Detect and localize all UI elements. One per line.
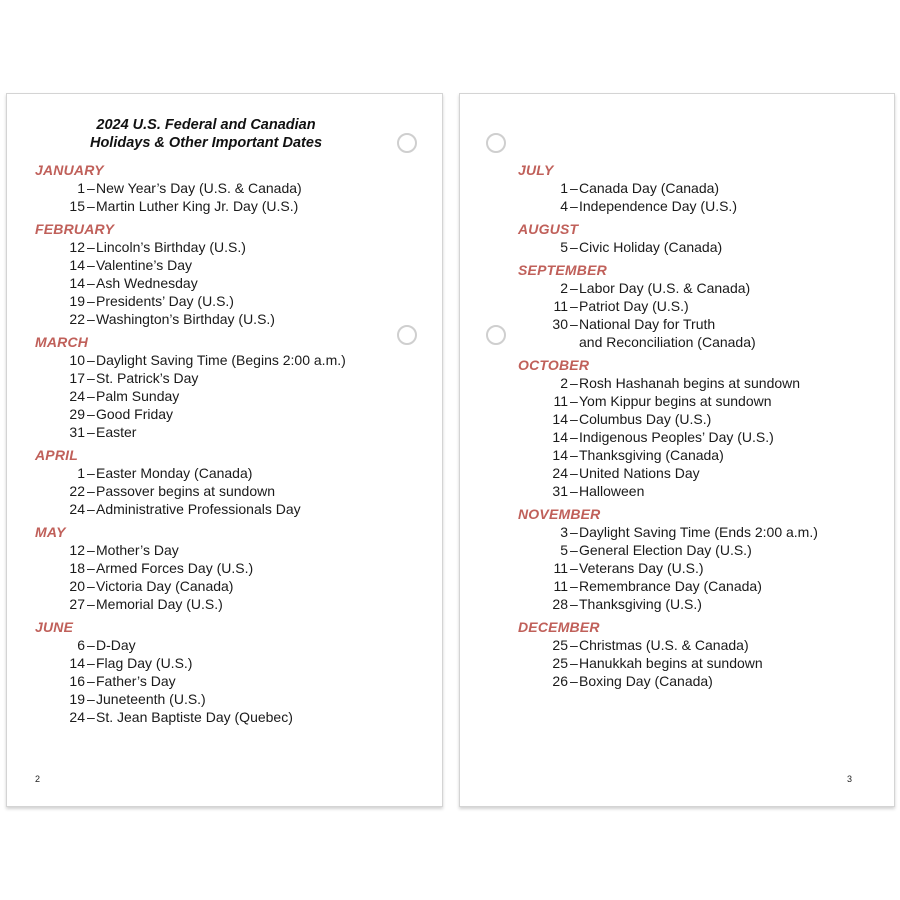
separator-dash: –: [570, 596, 578, 612]
holiday-entry: [35, 256, 346, 274]
holiday-name-text: Memorial Day (U.S.): [96, 596, 223, 612]
month-heading-august: AUGUST: [518, 221, 579, 237]
holiday-name-text: Rosh Hashanah begins at sundown: [579, 375, 801, 391]
holiday-name: [579, 654, 763, 672]
holiday-name: [579, 410, 711, 428]
holiday-name-text: Presidents’ Day (U.S.): [96, 293, 234, 309]
holiday-entry: [518, 446, 818, 464]
separator-dash: –: [570, 542, 578, 558]
holiday-day: 24: [69, 501, 85, 517]
holiday-entry: [518, 315, 818, 351]
page-number: 2: [35, 774, 41, 784]
holiday-name-text: Civic Holiday (Canada): [579, 239, 723, 255]
holiday-entry: [35, 197, 346, 215]
holiday-name: [96, 500, 301, 518]
separator-dash: –: [87, 596, 95, 612]
holiday-name: [579, 595, 702, 613]
holiday-name: [96, 672, 176, 690]
month-heading-september: SEPTEMBER: [518, 262, 607, 278]
holiday-entry: [35, 690, 346, 708]
holiday-name: [96, 423, 136, 441]
holiday-name-text: Boxing Day (Canada): [579, 673, 713, 689]
holiday-name-text: Victoria Day (Canada): [96, 578, 234, 594]
holiday-name: [96, 464, 252, 482]
holiday-name-text: Juneteenth (U.S.): [96, 691, 206, 707]
holiday-name-text: Veterans Day (U.S.): [579, 560, 704, 576]
holiday-day: 2: [560, 280, 568, 296]
holiday-entry: [35, 292, 346, 310]
holiday-day: 5: [560, 239, 568, 255]
holiday-entry: [35, 541, 346, 559]
holiday-entry: [35, 238, 346, 256]
holiday-name: [96, 595, 223, 613]
separator-dash: –: [570, 411, 578, 427]
holiday-name: [579, 446, 724, 464]
holiday-entry: [35, 405, 346, 423]
holiday-name-text: Remembrance Day (Canada): [579, 578, 762, 594]
holiday-name: [96, 482, 275, 500]
holiday-name: [579, 297, 689, 315]
holiday-name-text: Easter Monday (Canada): [96, 465, 253, 481]
holiday-name: [96, 256, 192, 274]
holiday-entry: [518, 541, 818, 559]
holiday-entry: [35, 654, 346, 672]
holiday-name-text: Thanksgiving (Canada): [579, 447, 724, 463]
holiday-name: [579, 559, 704, 577]
left-page: [6, 93, 443, 807]
holiday-name: [579, 279, 750, 297]
holiday-entry: [518, 464, 818, 482]
holiday-name: [579, 464, 700, 482]
separator-dash: –: [570, 429, 578, 445]
holiday-name: [579, 197, 737, 215]
separator-dash: –: [87, 501, 95, 517]
holiday-entry: [518, 482, 818, 500]
holiday-day: 11: [553, 560, 568, 576]
holiday-entry: [518, 428, 818, 446]
holiday-day: 27: [69, 596, 85, 612]
holiday-name: [96, 387, 179, 405]
holiday-day: 24: [69, 709, 85, 725]
holiday-name: [96, 369, 198, 387]
separator-dash: –: [87, 388, 95, 404]
holiday-entry: [518, 654, 818, 672]
holiday-name-text: Armed Forces Day (U.S.): [96, 560, 254, 576]
separator-dash: –: [570, 280, 578, 296]
holiday-name: [96, 292, 234, 310]
month-heading-july: JULY: [518, 162, 554, 178]
holiday-entry: [518, 577, 818, 595]
holiday-entry: [35, 708, 346, 726]
holiday-name: [96, 274, 198, 292]
holiday-entry: [518, 197, 818, 215]
holiday-name: [579, 541, 752, 559]
page-number: 3: [847, 774, 853, 784]
separator-dash: –: [87, 709, 95, 725]
holiday-entry: [35, 672, 346, 690]
holiday-name-text: Good Friday: [96, 406, 174, 422]
separator-dash: –: [570, 655, 578, 671]
holiday-name-text: Passover begins at sundown: [96, 483, 275, 499]
holiday-name-text: Daylight Saving Time (Ends 2:00 a.m.): [579, 524, 818, 540]
holiday-entry: [518, 636, 818, 654]
holiday-day: 24: [552, 465, 568, 481]
holiday-entry: [518, 179, 818, 197]
holiday-name-text: Daylight Saving Time (Begins 2:00 a.m.): [96, 352, 346, 368]
separator-dash: –: [570, 637, 578, 653]
holiday-day: 31: [69, 424, 85, 440]
holiday-day: 18: [69, 560, 85, 576]
holiday-day: 15: [69, 198, 85, 214]
holiday-entry: [35, 559, 346, 577]
holiday-day: 19: [69, 691, 85, 707]
holiday-name: [579, 523, 818, 541]
holiday-entry: [518, 297, 818, 315]
holiday-day: 11: [553, 298, 568, 314]
month-heading-may: MAY: [35, 524, 66, 540]
holiday-day: 22: [69, 483, 85, 499]
holiday-entry: [518, 595, 818, 613]
holiday-entry: [35, 482, 346, 500]
separator-dash: –: [570, 447, 578, 463]
separator-dash: –: [570, 316, 578, 332]
holiday-name-text: Father’s Day: [96, 673, 176, 689]
separator-dash: –: [570, 180, 578, 196]
holiday-entry: [35, 595, 346, 613]
holiday-name: [579, 428, 774, 446]
binder-hole-icon: [486, 133, 506, 153]
holiday-day: 26: [552, 673, 568, 689]
holiday-day: 1: [77, 465, 85, 481]
holiday-name: [96, 310, 275, 328]
month-heading-june: JUNE: [35, 619, 74, 635]
holiday-name-text: Halloween: [579, 483, 645, 499]
separator-dash: –: [570, 524, 578, 540]
holiday-name-text: United Nations Day: [579, 465, 700, 481]
holiday-day: 14: [552, 429, 568, 445]
holiday-name: [96, 238, 246, 256]
holiday-entry: [35, 369, 346, 387]
separator-dash: –: [570, 673, 578, 689]
separator-dash: –: [87, 275, 95, 291]
right-page: [459, 93, 895, 807]
separator-dash: –: [570, 298, 578, 314]
holiday-entry: [35, 423, 346, 441]
holiday-name-text: Thanksgiving (U.S.): [579, 596, 702, 612]
holiday-day: 14: [552, 447, 568, 463]
holiday-entry: [518, 392, 818, 410]
holiday-entry: [35, 274, 346, 292]
month-heading-november: NOVEMBER: [518, 506, 601, 522]
holiday-day: 3: [560, 524, 568, 540]
holiday-name-text: New Year’s Day (U.S. & Canada): [96, 180, 302, 196]
holiday-day: 31: [552, 483, 568, 499]
holiday-day: 10: [69, 352, 85, 368]
separator-dash: –: [570, 239, 578, 255]
holiday-day: 14: [69, 655, 85, 671]
holiday-name: [579, 577, 762, 595]
holiday-name: [96, 351, 346, 369]
separator-dash: –: [87, 406, 95, 422]
right-holiday-list: [518, 161, 818, 690]
holiday-name: [579, 238, 722, 256]
holiday-name: [579, 374, 800, 392]
holiday-name-text: Hanukkah begins at sundown: [579, 655, 763, 671]
holiday-entry: [518, 410, 818, 428]
holiday-day: 25: [552, 655, 568, 671]
holiday-name: [96, 197, 298, 215]
holiday-name-text: Columbus Day (U.S.): [579, 411, 712, 427]
holiday-name: [96, 559, 253, 577]
holiday-day: 28: [552, 596, 568, 612]
separator-dash: –: [570, 198, 578, 214]
holiday-day: 14: [69, 257, 85, 273]
separator-dash: –: [87, 352, 95, 368]
holiday-name: [96, 636, 136, 654]
holiday-entry: [35, 636, 346, 654]
holiday-day: 11: [553, 393, 568, 409]
month-heading-march: MARCH: [35, 334, 89, 350]
holiday-entry: [518, 559, 818, 577]
holiday-entry: [35, 500, 346, 518]
binder-hole-icon: [486, 325, 506, 345]
holiday-name-text: Administrative Professionals Day: [96, 501, 301, 517]
holiday-name-text: Yom Kippur begins at sundown: [579, 393, 772, 409]
separator-dash: –: [87, 257, 95, 273]
holiday-name-text: Easter: [96, 424, 137, 440]
holiday-name-text: Patriot Day (U.S.): [579, 298, 689, 314]
separator-dash: –: [87, 483, 95, 499]
separator-dash: –: [570, 465, 578, 481]
holiday-name: [579, 672, 713, 690]
separator-dash: –: [570, 375, 578, 391]
month-heading-october: OCTOBER: [518, 357, 590, 373]
holiday-name-text: Labor Day (U.S. & Canada): [579, 280, 751, 296]
left-holiday-list: [35, 161, 346, 726]
holiday-entry: [35, 464, 346, 482]
separator-dash: –: [87, 198, 95, 214]
holiday-day: 25: [552, 637, 568, 653]
holiday-day: 19: [69, 293, 85, 309]
separator-dash: –: [87, 424, 95, 440]
holiday-name-text: Lincoln’s Birthday (U.S.): [96, 239, 246, 255]
holiday-name-text: Indigenous Peoples’ Day (U.S.): [579, 429, 774, 445]
title-line-1: 2024 U.S. Federal and Canadian: [96, 117, 316, 133]
title-line-2: Holidays & Other Important Dates: [89, 135, 323, 151]
holiday-name: [96, 179, 302, 197]
holiday-name-text: St. Jean Baptiste Day (Quebec): [96, 709, 293, 725]
month-heading-january: JANUARY: [35, 162, 104, 178]
holiday-day: 20: [69, 578, 85, 594]
binder-hole-icon: [397, 325, 417, 345]
holiday-entry: [35, 387, 346, 405]
holiday-name-text: Washington’s Birthday (U.S.): [96, 311, 275, 327]
holiday-name: [96, 654, 192, 672]
separator-dash: –: [570, 578, 578, 594]
holiday-entry: [518, 279, 818, 297]
holiday-day: 5: [560, 542, 568, 558]
holiday-name-text: Canada Day (Canada): [579, 180, 720, 196]
separator-dash: –: [87, 180, 95, 196]
holiday-name-text: Valentine’s Day: [96, 257, 192, 273]
month-heading-april: APRIL: [35, 447, 78, 463]
holiday-day: 17: [69, 370, 85, 386]
holiday-day: 14: [552, 411, 568, 427]
separator-dash: –: [87, 542, 95, 558]
separator-dash: –: [570, 393, 578, 409]
holiday-name: [579, 392, 772, 410]
holiday-day: 6: [77, 637, 85, 653]
month-heading-december: DECEMBER: [518, 619, 600, 635]
separator-dash: –: [87, 578, 95, 594]
holiday-name: [579, 482, 644, 500]
separator-dash: –: [87, 560, 95, 576]
separator-dash: –: [87, 637, 95, 653]
holiday-day: 29: [69, 406, 85, 422]
holiday-entry: [35, 577, 346, 595]
holiday-day: 4: [560, 198, 568, 214]
holiday-day: 1: [560, 180, 568, 196]
separator-dash: –: [570, 483, 578, 499]
holiday-name: [579, 179, 719, 197]
holiday-day: 2: [560, 375, 568, 391]
holiday-name: [96, 577, 233, 595]
holiday-name: [96, 690, 206, 708]
holiday-name-text: General Election Day (U.S.): [579, 542, 752, 558]
holiday-name: [579, 636, 749, 654]
holiday-name-text: Palm Sunday: [96, 388, 180, 404]
holiday-name-text: D-Day: [96, 637, 136, 653]
holiday-day: 30: [552, 316, 568, 332]
holiday-day: 14: [69, 275, 85, 291]
page-title: [7, 116, 405, 152]
holiday-name: [96, 405, 173, 423]
separator-dash: –: [87, 293, 95, 309]
separator-dash: –: [570, 560, 578, 576]
holiday-day: 12: [69, 542, 85, 558]
holiday-name: [96, 708, 293, 726]
holiday-entry: [518, 523, 818, 541]
holiday-entry: [35, 179, 346, 197]
separator-dash: –: [87, 465, 95, 481]
holiday-name-text: Mother’s Day: [96, 542, 179, 558]
holiday-entry: [518, 374, 818, 392]
holiday-entry: [518, 238, 818, 256]
holiday-day: 16: [69, 673, 85, 689]
holiday-name-text: Christmas (U.S. & Canada): [579, 637, 749, 653]
separator-dash: –: [87, 239, 95, 255]
separator-dash: –: [87, 691, 95, 707]
holiday-name-text: National Day for Truth: [579, 316, 716, 332]
separator-dash: –: [87, 673, 95, 689]
holiday-entry: [35, 351, 346, 369]
holiday-day: 22: [69, 311, 85, 327]
holiday-day: 24: [69, 388, 85, 404]
holiday-name-text: Martin Luther King Jr. Day (U.S.): [96, 198, 299, 214]
holiday-day: 12: [69, 239, 85, 255]
separator-dash: –: [87, 311, 95, 327]
holiday-name: [579, 315, 756, 351]
holiday-name-continuation: and Reconciliation (Canada): [579, 334, 756, 350]
separator-dash: –: [87, 370, 95, 386]
holiday-name-text: St. Patrick’s Day: [96, 370, 199, 386]
holiday-name-text: Ash Wednesday: [96, 275, 198, 291]
holiday-entry: [518, 672, 818, 690]
holiday-name-text: Independence Day (U.S.): [579, 198, 737, 214]
holiday-entry: [35, 310, 346, 328]
holiday-name-text: Flag Day (U.S.): [96, 655, 193, 671]
month-heading-february: FEBRUARY: [35, 221, 115, 237]
holiday-name: [96, 541, 179, 559]
separator-dash: –: [87, 655, 95, 671]
holiday-day: 11: [553, 578, 568, 594]
holiday-day: 1: [77, 180, 85, 196]
